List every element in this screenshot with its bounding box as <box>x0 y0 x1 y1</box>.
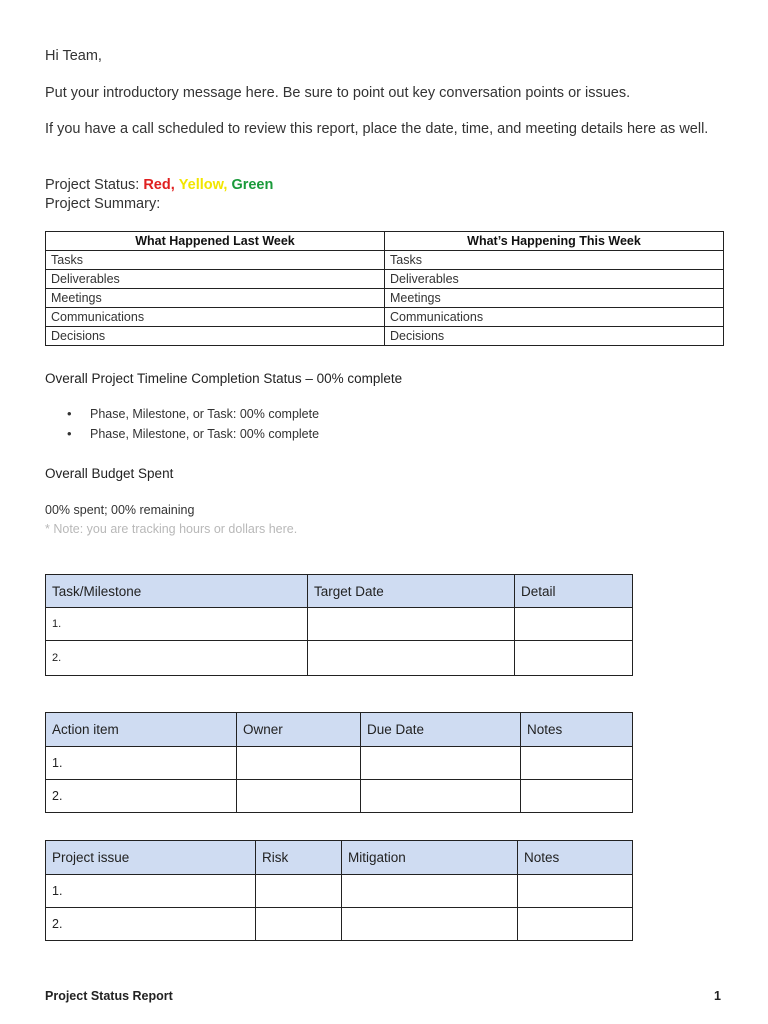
header-target-date: Target Date <box>308 575 515 608</box>
milestones-header-row <box>46 575 633 608</box>
project-summary-label: Project Summary: <box>45 196 161 212</box>
table-row <box>46 747 633 780</box>
milestone-cell[interactable] <box>308 608 515 641</box>
call-details: If you have a call scheduled to review this report, place the date, time, and meeting details here as well. <box>45 121 709 137</box>
summary-cell: Decisions <box>46 327 385 346</box>
table-row <box>46 308 724 327</box>
greeting: Hi Team, <box>45 48 102 64</box>
issue-cell[interactable] <box>518 875 633 908</box>
table-row <box>46 875 633 908</box>
table-row <box>46 289 724 308</box>
action-cell[interactable] <box>521 747 633 780</box>
milestone-cell[interactable]: 1. <box>46 608 308 641</box>
milestone-cell[interactable]: 2. <box>46 641 308 676</box>
project-status-line <box>45 176 273 195</box>
summary-table <box>45 231 724 346</box>
table-row <box>46 780 633 813</box>
issues-header-row <box>46 841 633 875</box>
status-green: Green <box>231 177 274 193</box>
summary-cell: Tasks <box>385 251 724 270</box>
footer-title: Project Status Report <box>45 989 173 1003</box>
table-row <box>46 327 724 346</box>
milestone-cell[interactable] <box>515 608 633 641</box>
intro-message: Put your introductory message here. Be sure to point out key conversation points or issues. <box>45 85 631 101</box>
header-detail: Detail <box>515 575 633 608</box>
table-row <box>46 641 633 676</box>
header-issue-notes: Notes <box>518 841 633 875</box>
budget-note: * Note: you are tracking hours or dollars here. <box>45 522 298 536</box>
timeline-heading: Overall Project Timeline Completion Status – 00% complete <box>45 371 403 386</box>
issue-cell[interactable] <box>342 908 518 941</box>
action-cell[interactable] <box>361 747 521 780</box>
summary-cell: Meetings <box>385 289 724 308</box>
header-risk: Risk <box>256 841 342 875</box>
issue-cell[interactable]: 1. <box>46 875 256 908</box>
issue-cell[interactable] <box>256 875 342 908</box>
timeline-list <box>45 407 319 447</box>
project-status-label: Project Status: <box>45 177 140 193</box>
issue-cell[interactable] <box>518 908 633 941</box>
summary-cell: Meetings <box>46 289 385 308</box>
status-yellow: Yellow, <box>178 177 228 193</box>
table-row <box>46 251 724 270</box>
table-row <box>46 270 724 289</box>
header-due-date: Due Date <box>361 713 521 747</box>
status-red: Red, <box>143 177 175 193</box>
budget-spent: 00% spent; 00% remaining <box>45 503 195 517</box>
summary-cell: Tasks <box>46 251 385 270</box>
summary-header-this-week: What’s Happening This Week <box>385 232 724 251</box>
actions-header-row <box>46 713 633 747</box>
summary-cell: Deliverables <box>46 270 385 289</box>
action-cell[interactable] <box>237 747 361 780</box>
list-item: • Phase, Milestone, or Task: 00% complete <box>45 427 319 447</box>
header-mitigation: Mitigation <box>342 841 518 875</box>
header-project-issue: Project issue <box>46 841 256 875</box>
summary-header-row <box>46 232 724 251</box>
summary-cell: Communications <box>46 308 385 327</box>
action-cell[interactable] <box>521 780 633 813</box>
budget-heading: Overall Budget Spent <box>45 466 174 481</box>
issue-cell[interactable]: 2. <box>46 908 256 941</box>
page-number: 1 <box>714 989 721 1003</box>
header-owner: Owner <box>237 713 361 747</box>
summary-cell: Deliverables <box>385 270 724 289</box>
milestone-cell[interactable] <box>308 641 515 676</box>
milestones-table <box>45 574 633 676</box>
action-cell[interactable] <box>237 780 361 813</box>
header-task-milestone: Task/Milestone <box>46 575 308 608</box>
issue-cell[interactable] <box>342 875 518 908</box>
header-action-item: Action item <box>46 713 237 747</box>
issue-cell[interactable] <box>256 908 342 941</box>
action-cell[interactable]: 1. <box>46 747 237 780</box>
summary-header-last-week: What Happened Last Week <box>46 232 385 251</box>
action-cell[interactable]: 2. <box>46 780 237 813</box>
project-issues-table <box>45 840 633 941</box>
milestone-cell[interactable] <box>515 641 633 676</box>
table-row <box>46 608 633 641</box>
list-item: • Phase, Milestone, or Task: 00% complete <box>45 407 319 427</box>
action-items-table <box>45 712 633 813</box>
summary-cell: Decisions <box>385 327 724 346</box>
summary-cell: Communications <box>385 308 724 327</box>
header-notes: Notes <box>521 713 633 747</box>
action-cell[interactable] <box>361 780 521 813</box>
table-row <box>46 908 633 941</box>
